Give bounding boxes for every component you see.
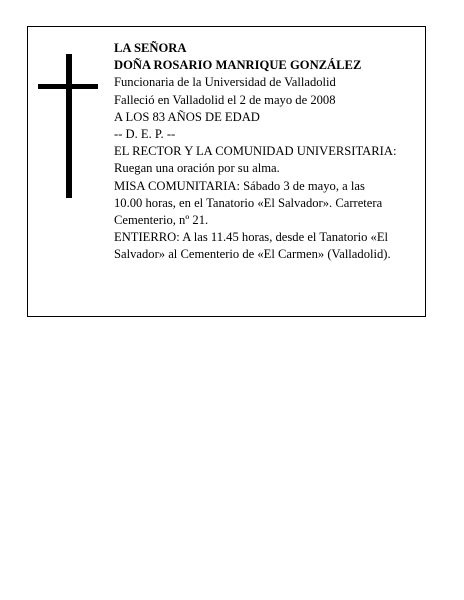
notice-line-rip: -- D. E. P. --	[114, 127, 176, 142]
notice-line-rector: EL RECTOR Y LA COMUNIDAD UNIVERSITARIA:	[114, 144, 397, 159]
notice-line-prayer: Ruegan una oración por su alma.	[114, 161, 280, 176]
notice-text-block	[114, 40, 424, 264]
cross-horizontal-bar	[38, 84, 98, 89]
notice-line-age: A LOS 83 AÑOS DE EDAD	[114, 109, 260, 124]
notice-line-mass-3: Cementerio, nº 21.	[114, 213, 209, 228]
notice-line-occupation: Funcionaria de la Universidad de Valladolid	[114, 75, 336, 90]
notice-line-burial-1: ENTIERRO: A las 11.45 horas, desde el Tanatorio «El	[114, 230, 389, 245]
latin-cross-icon	[38, 54, 98, 198]
notice-line-death: Falleció en Valladolid el 2 de mayo de 2008	[114, 92, 336, 107]
obituary-notice	[27, 26, 426, 317]
notice-line-burial-2: Salvador» al Cementerio de «El Carmen» (Valladolid).	[114, 247, 391, 262]
cross-vertical-bar	[66, 54, 72, 198]
notice-title: LA SEÑORA	[114, 41, 187, 55]
notice-line-mass-2: 10.00 horas, en el Tanatorio «El Salvador». Carretera	[114, 195, 383, 210]
deceased-name: DOÑA ROSARIO MANRIQUE GONZÁLEZ	[114, 58, 362, 73]
notice-line-mass-1: MISA COMUNITARIA: Sábado 3 de mayo, a las	[114, 178, 365, 193]
